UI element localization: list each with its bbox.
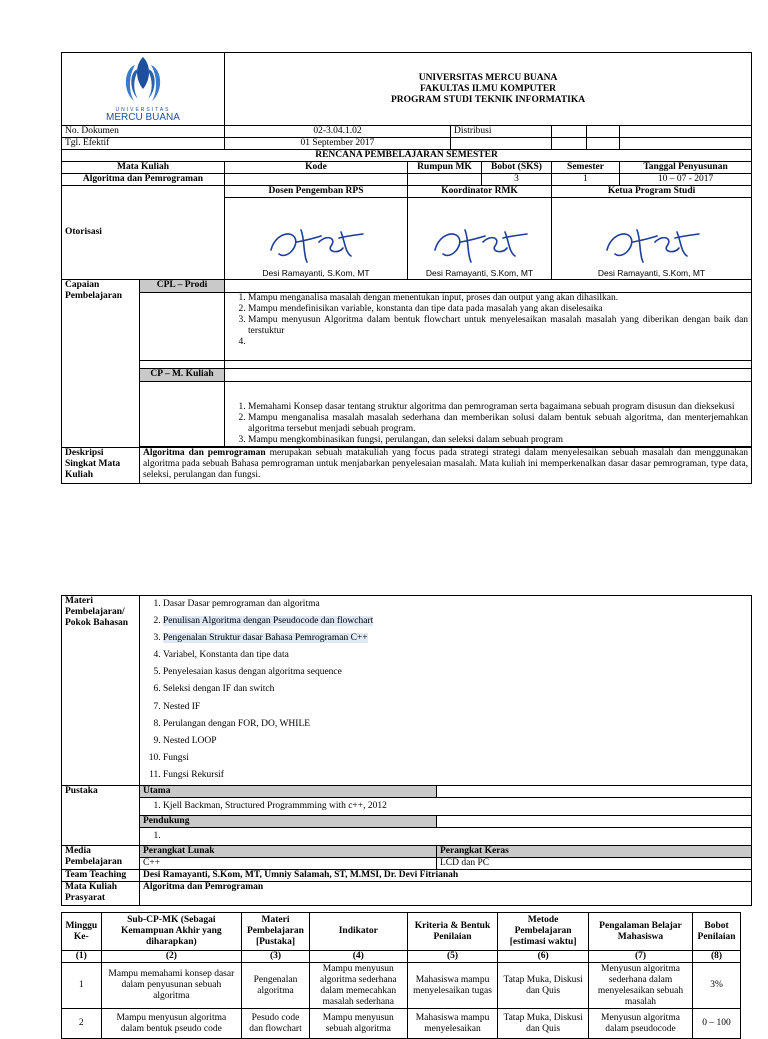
column-number: (8) [693, 951, 741, 963]
materi-table [61, 595, 752, 906]
cpl-item [248, 337, 748, 348]
deskripsi-label: Deskripsi Singkat Mata Kuliah [62, 448, 140, 484]
column-number: (3) [242, 951, 310, 963]
kode-value [225, 174, 408, 186]
cpl-item: 1. Mampu menganalisa masalah dengan menentukan input, proses dan output yang akan dihasilkan. [248, 293, 748, 304]
pustaka-pendukung-label: Pendukung [140, 816, 437, 828]
cpl-list [228, 293, 748, 348]
rps-title: RENCANA PEMBELAJARAN SEMESTER [62, 150, 752, 162]
empty-cell [552, 138, 587, 150]
signature-cell-koordinator [408, 198, 552, 280]
cpmk-list-cell [225, 382, 752, 447]
pustaka-utama-list [143, 798, 748, 815]
schedule-cell: Tatap Muka, Diskusi dan Quis [498, 963, 589, 1009]
kode-header: Kode [225, 162, 408, 174]
empty-cell [140, 361, 225, 369]
schedule-cell: Mampu menyusun algoritma sederhana dalam memecahkan masalah sederhana [309, 963, 407, 1009]
empty-cell [620, 138, 752, 150]
schedule-cell: Mampu menyusun algoritma dalam bentuk pseudo code [101, 1009, 242, 1039]
perangkat-lunak-header: Perangkat Lunak [140, 846, 437, 858]
faculty-name: FAKULTAS ILMU KOMPUTER [420, 83, 557, 94]
university-name: UNIVERSITAS MERCU BUANA [418, 72, 558, 83]
schedule-cell: Mahasiswa mampu menyelesaikan tugas [407, 963, 498, 1009]
deskripsi-body: merupakan sebuah matakuliah yang focus pada strategi strategi dalam menyelesaikan sebuah masalah dan menggunakan algoritma pada sebuah Bahasa pemrograman untuk menjabarkan penyelesaian masalah. Mata kuliah ini memperkenalkan dasar dasar pemrograman, type data, seleksi, perulangan dan fungsi. [143, 448, 749, 480]
mata-kuliah-value: Algoritma dan Pemrograman [62, 174, 225, 186]
pustaka-utama-cell [140, 798, 752, 816]
koordinator-header: Koordinator RMK [408, 186, 552, 198]
materi-item [163, 613, 748, 630]
schedule-cell: Pesudo code dan flowchart [242, 1009, 310, 1039]
media-label: Media Pembelajaran [62, 846, 140, 870]
no-dokumen-value: 02-3.04.1.02 [225, 126, 451, 138]
column-number: (6) [498, 951, 589, 963]
materi-item: 11. Fungsi Rekursif [163, 767, 748, 784]
materi-item-text: Penulisan Algoritma dengan Pseudocode dan flowchart [163, 616, 374, 627]
capaian-label: Capaian Pembelajaran [62, 280, 140, 448]
header-sub-cp-mk: Sub-CP-MK (Sebagai Kemampuan Akhir yang diharapkan) [101, 913, 242, 951]
semester-value: 1 [552, 174, 620, 186]
signature-image [261, 220, 371, 268]
schedule-table [61, 912, 741, 1039]
semester-header: Semester [552, 162, 620, 174]
cpmk-list [228, 402, 748, 446]
mercu-buana-logo [98, 55, 188, 121]
header-metode: Metode Pembelajaran [estimasi waktu] [498, 913, 589, 951]
schedule-cell: Mahasiswa mampu menyelesaikan [407, 1009, 498, 1039]
cp-mk-label: CP – M. Kuliah [140, 369, 225, 382]
column-number: (7) [588, 951, 692, 963]
tgl-efektif-value: 01 September 2017 [225, 138, 451, 150]
deskripsi-bold: Algoritma dan pemrograman [143, 448, 266, 458]
cpl-item: 3. Mampu menyusun Algoritma dalam bentuk flowchart untuk menyelesaikan masalah masalah yang diberikan dengan baik dan terstuktur [248, 315, 748, 337]
materi-item-text: Pengenalan Struktur dasar Bahasa Pemrograman C++ [163, 633, 368, 644]
schedule-cell: 2 [62, 1009, 102, 1039]
perangkat-keras-value: LCD dan PC [437, 858, 752, 870]
column-number: (2) [101, 951, 242, 963]
schedule-cell: Mampu menyusun sebuah algoritma [309, 1009, 407, 1039]
prasyarat-value: Algoritma dan Pemrograman [140, 882, 752, 906]
materi-item: 8. Perulangan dengan FOR, DO, WHILE [163, 716, 748, 733]
institution-header [225, 53, 752, 126]
empty-cell [225, 280, 752, 293]
schedule-cell: Tatap Muka, Diskusi dan Quis [498, 1009, 589, 1039]
materi-item: 7. Nested IF [163, 699, 748, 716]
perangkat-lunak-value: C++ [140, 858, 437, 870]
team-teaching-value: Desi Ramayanti, S.Kom, MT, Umniy Salamah, ST, M.MSI, Dr. Devi Fitrianah [140, 870, 752, 882]
column-number: (4) [309, 951, 407, 963]
schedule-cell: Menyusun algoritma dalam pseudocode [588, 1009, 692, 1039]
materi-list-cell [140, 596, 752, 786]
pustaka-pendukung-cell [140, 828, 752, 846]
materi-item: 10. Fungsi [163, 750, 748, 767]
tanggal-value: 10 – 07 - 2017 [620, 174, 752, 186]
logo-text-small: UNIVERSITAS [115, 107, 171, 113]
empty-cell [451, 138, 552, 150]
prasyarat-label: Mata Kuliah Prasyarat [62, 882, 140, 906]
ketua-name: Desi Ramayanti, S.Kom, MT [597, 268, 706, 278]
column-number: (1) [62, 951, 102, 963]
tgl-efektif-label: Tgl. Efektif [62, 138, 225, 150]
header-materi: Materi Pembelajaran [Pustaka] [242, 913, 310, 951]
bobot-value: 3 [482, 174, 552, 186]
signature-cell-dosen [225, 198, 408, 280]
no-dokumen-label: No. Dokumen [62, 126, 225, 138]
materi-label: Materi Pembelajaran/ Pokok Bahasan [62, 596, 140, 786]
empty-cell [587, 138, 620, 150]
cpmk-item: 1. Memahami Konsep dasar tentang struktur algoritma dan pemrograman serta bagaimana sebuah program disusun dan dieksekusi [248, 402, 748, 413]
materi-item: 1. Dasar Dasar pemrograman dan algoritma [163, 596, 748, 613]
schedule-cell: Menyusun algoritma sederhana dalam menyelesaikan sebuah masalah [588, 963, 692, 1009]
empty-cell [140, 293, 225, 361]
cpl-prodi-label: CPL – Prodi [140, 280, 225, 293]
deskripsi-text [140, 448, 752, 484]
header-minggu: Minggu Ke- [62, 913, 102, 951]
materi-item: 5. Penyelesaian kasus dengan algoritma sequence [163, 664, 748, 681]
schedule-cell: 3% [693, 963, 741, 1009]
cpl-list-cell [225, 293, 752, 361]
empty-cell [225, 361, 752, 369]
header-kriteria: Kriteria & Bentuk Penilaian [407, 913, 498, 951]
empty-cell [437, 786, 752, 798]
empty-cell [225, 369, 752, 382]
distribusi-label: Distribusi [451, 126, 552, 138]
perangkat-keras-header: Perangkat Keras [437, 846, 752, 858]
empty-cell [587, 126, 620, 138]
column-number: (5) [407, 951, 498, 963]
materi-item: 9. Nested LOOP [163, 733, 748, 750]
materi-list [143, 596, 748, 784]
rps-header-table [61, 52, 752, 484]
cpmk-item: 3. Mampu mengkombinasikan fungsi, perulangan, dan seleksi dalam sebuah program [248, 435, 748, 446]
signature-image [425, 220, 535, 268]
program-name: PROGRAM STUDI TEKNIK INFORMATIKA [390, 94, 586, 105]
empty-cell [620, 126, 752, 138]
ketua-header: Ketua Program Studi [552, 186, 752, 198]
header-indikator: Indikator [309, 913, 407, 951]
signature-cell-ketua [552, 198, 752, 280]
signature-image [597, 220, 707, 268]
dosen-name: Desi Ramayanti, S.Kom, MT [262, 268, 370, 278]
dosen-header: Dosen Pengemban RPS [225, 186, 408, 198]
koordinator-name: Desi Ramayanti, S.Kom, MT [425, 268, 534, 278]
schedule-cell: Pengenalan algoritma [242, 963, 310, 1009]
schedule-cell: Mampu memahami konsep dasar dalam penyusunan sebuah algoritma [101, 963, 242, 1009]
empty-cell [552, 126, 587, 138]
logo-text-large: MERCU BUANA [106, 112, 180, 121]
schedule-cell: 1 [62, 963, 102, 1009]
pustaka-pendukung-list [143, 828, 748, 845]
pustaka-item: 1. Kjell Backman, Structured Programmming with c++, 2012 [163, 798, 748, 815]
pustaka-label: Pustaka [62, 786, 140, 846]
tanggal-header: Tanggal Penyusunan [620, 162, 752, 174]
schedule-cell: 0 – 100 [693, 1009, 741, 1039]
logo-cell [62, 53, 225, 126]
mata-kuliah-header: Mata Kuliah [62, 162, 225, 174]
pustaka-item [163, 828, 748, 845]
cpl-item: 2. Mampu mendefinisikan variable, konstanta dan tipe data pada masalah yang akan diselesaika [248, 304, 748, 315]
materi-item: 4. Variabel, Konstanta dan tipe data [163, 647, 748, 664]
team-teaching-label: Team Teaching [62, 870, 140, 882]
header-bobot: Bobot Penilaian [693, 913, 741, 951]
empty-cell [140, 382, 225, 447]
rumpun-header: Rumpun MK [408, 162, 482, 174]
rumpun-value [408, 174, 482, 186]
schedule-row [62, 963, 741, 1009]
materi-item [163, 630, 748, 647]
empty-cell [437, 816, 752, 828]
otorisasi-label: Otorisasi [62, 186, 225, 280]
bobot-header: Bobot (SKS) [482, 162, 552, 174]
materi-item: 6. Seleksi dengan IF dan switch [163, 681, 748, 698]
header-pengalaman: Pengalaman Belajar Mahasiswa [588, 913, 692, 951]
cpmk-item: 2. Mampu menganalisa masalah masalah sederhana dan memberikan solusi dalam bentuk sebuah algoritma, dan menterjemahkan algoritma tersebut menjadi sebuah program. [248, 413, 748, 435]
pustaka-utama-label: Utama [140, 786, 437, 798]
